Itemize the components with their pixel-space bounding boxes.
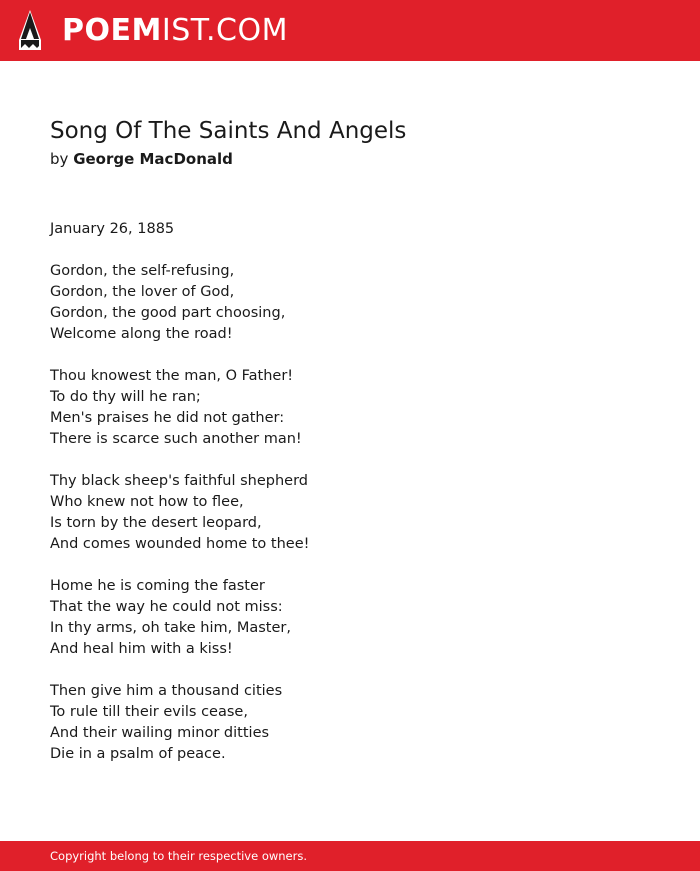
poem-line: Welcome along the road!	[50, 326, 233, 342]
site-header	[0, 0, 700, 61]
copyright-notice: Copyright belong to their respective owners.	[50, 849, 308, 863]
pencil-tip-icon[interactable]	[17, 10, 43, 52]
site-logo[interactable]	[62, 12, 288, 50]
byline	[50, 148, 233, 170]
poem-line: In thy arms, oh take him, Master,	[50, 620, 291, 636]
poem-body	[50, 219, 309, 765]
poem-line: And heal him with a kiss!	[50, 641, 233, 657]
poem-line: Who knew not how to flee,	[50, 494, 244, 510]
poem-line: Men's praises he did not gather:	[50, 410, 285, 426]
by-label: by	[50, 150, 69, 168]
site-footer	[0, 841, 700, 871]
poem-line: That the way he could not miss:	[50, 599, 283, 615]
poem-line: There is scarce such another man!	[50, 431, 302, 447]
poem-line: Thy black sheep's faithful shepherd	[50, 473, 308, 489]
logo-light-text: IST.COM	[161, 13, 288, 48]
poem-line: And comes wounded home to thee!	[50, 536, 310, 552]
poem-line: Gordon, the good part choosing,	[50, 305, 286, 321]
poem-line: Gordon, the self-refusing,	[50, 263, 235, 279]
poem-line: Thou knowest the man, O Father!	[50, 368, 294, 384]
author-name: George MacDonald	[73, 150, 233, 168]
poem-line: Gordon, the lover of God,	[50, 284, 235, 300]
poem-line: Home he is coming the faster	[50, 578, 265, 594]
poem-line: Then give him a thousand cities	[50, 683, 283, 699]
poem-line: Die in a psalm of peace.	[50, 746, 226, 762]
poem-date: January 26, 1885	[50, 221, 175, 237]
poem-line: To rule till their evils cease,	[50, 704, 248, 720]
poem-line: To do thy will he ran;	[50, 389, 201, 405]
logo-bold-text: POEM	[62, 13, 162, 48]
poem-line: Is torn by the desert leopard,	[50, 515, 262, 531]
poem-line: And their wailing minor ditties	[50, 725, 270, 741]
poem-title: Song Of The Saints And Angels	[50, 118, 407, 144]
